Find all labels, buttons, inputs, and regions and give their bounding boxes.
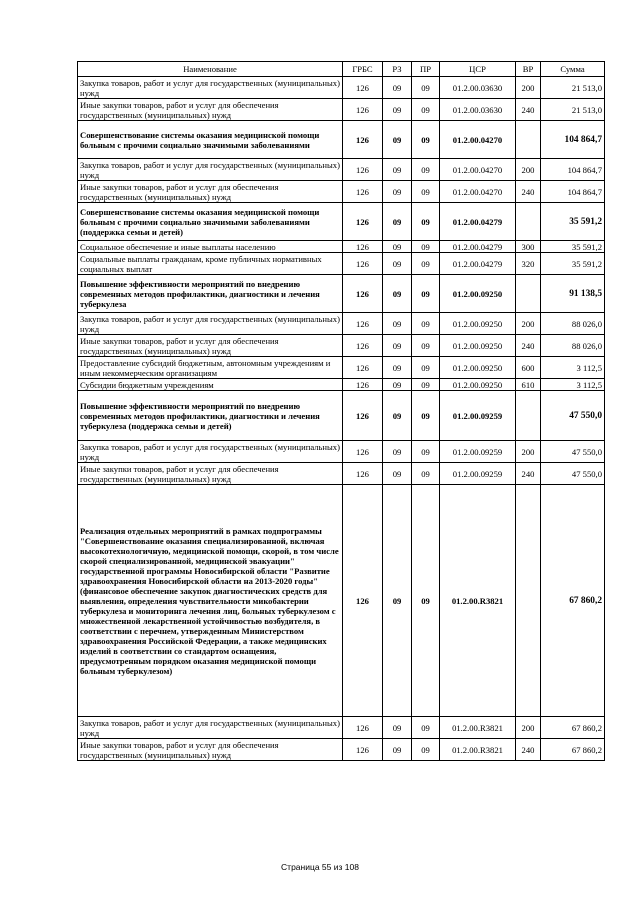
row-csr: 01.2.00.09250 <box>440 357 516 379</box>
row-grbs: 126 <box>343 253 383 275</box>
row-rz: 09 <box>383 121 412 159</box>
row-pr: 09 <box>412 485 440 717</box>
table-row <box>78 485 605 717</box>
row-vr: 600 <box>516 357 541 379</box>
row-pr: 09 <box>412 313 440 335</box>
row-pr: 09 <box>412 463 440 485</box>
row-sum: 67 860,2 <box>541 485 605 717</box>
budget-table <box>77 61 605 761</box>
row-pr: 09 <box>412 379 440 391</box>
row-grbs: 126 <box>343 391 383 441</box>
row-vr <box>516 391 541 441</box>
row-pr: 09 <box>412 739 440 761</box>
table-row <box>78 159 605 181</box>
row-csr: 01.2.00.R3821 <box>440 717 516 739</box>
row-rz: 09 <box>383 253 412 275</box>
row-rz: 09 <box>383 391 412 441</box>
row-rz: 09 <box>383 485 412 717</box>
row-name: Закупка товаров, работ и услуг для государственных (муниципальных) нужд <box>78 159 343 181</box>
row-vr: 320 <box>516 253 541 275</box>
row-csr: 01.2.00.04279 <box>440 253 516 275</box>
row-rz: 09 <box>383 717 412 739</box>
col-header-vr: ВР <box>516 62 541 77</box>
row-grbs: 126 <box>343 313 383 335</box>
row-csr: 01.2.00.09250 <box>440 335 516 357</box>
row-rz: 09 <box>383 357 412 379</box>
row-vr: 240 <box>516 181 541 203</box>
row-name: Реализация отдельных мероприятий в рамках подпрограммы "Совершенствование оказания специализированной, включая высокотехнологичную, медицинской помощи, скорой, в том числе скорой специализированной, медицинской эвакуации" государственной программы Новосибирской области "Развитие здравоохранения Новосибирской области на 2013-2020 годы" (финансовое обеспечение закупок диагностических средств для выявления, определения чувствительности микобактерии туберкулеза и мониторинга лечения лиц, больных туберкулезом с множественной лекарственной устойчивостью возбудителя, в соответствии с перечнем, утвержденным Министерством здравоохранения Российской Федерации, а также медицинских изделий в соответствии со стандартом оснащения, предусмотренным порядком оказания медицинской помощи больным туберкулезом) <box>78 485 343 717</box>
row-pr: 09 <box>412 99 440 121</box>
row-vr: 240 <box>516 463 541 485</box>
row-sum: 47 550,0 <box>541 391 605 441</box>
row-rz: 09 <box>383 313 412 335</box>
table-row <box>78 441 605 463</box>
table-row <box>78 739 605 761</box>
row-grbs: 126 <box>343 463 383 485</box>
row-sum: 104 864,7 <box>541 181 605 203</box>
row-grbs: 126 <box>343 485 383 717</box>
row-csr: 01.2.00.09259 <box>440 463 516 485</box>
row-name: Иные закупки товаров, работ и услуг для обеспечения государственных (муниципальных) нужд <box>78 739 343 761</box>
row-csr: 01.2.00.R3821 <box>440 485 516 717</box>
table-row <box>78 391 605 441</box>
row-csr: 01.2.00.09259 <box>440 441 516 463</box>
row-rz: 09 <box>383 241 412 253</box>
row-grbs: 126 <box>343 203 383 241</box>
row-grbs: 126 <box>343 77 383 99</box>
row-vr: 200 <box>516 441 541 463</box>
row-vr <box>516 485 541 717</box>
table-row <box>78 335 605 357</box>
row-sum: 88 026,0 <box>541 335 605 357</box>
row-vr: 240 <box>516 99 541 121</box>
row-rz: 09 <box>383 739 412 761</box>
row-vr: 240 <box>516 739 541 761</box>
row-name: Закупка товаров, работ и услуг для государственных (муниципальных) нужд <box>78 717 343 739</box>
row-pr: 09 <box>412 391 440 441</box>
row-sum: 67 860,2 <box>541 717 605 739</box>
row-vr: 200 <box>516 159 541 181</box>
row-pr: 09 <box>412 717 440 739</box>
row-grbs: 126 <box>343 275 383 313</box>
row-csr: 01.2.00.09250 <box>440 313 516 335</box>
row-pr: 09 <box>412 335 440 357</box>
row-rz: 09 <box>383 379 412 391</box>
row-sum: 3 112,5 <box>541 379 605 391</box>
col-header-sum: Сумма <box>541 62 605 77</box>
col-header-pr: ПР <box>412 62 440 77</box>
table-row <box>78 241 605 253</box>
row-grbs: 126 <box>343 159 383 181</box>
row-sum: 3 112,5 <box>541 357 605 379</box>
row-rz: 09 <box>383 203 412 241</box>
row-name: Повышение эффективности мероприятий по внедрению современных методов профилактики, диагностики и лечения туберкулеза <box>78 275 343 313</box>
row-name: Социальные выплаты гражданам, кроме публичных нормативных социальных выплат <box>78 253 343 275</box>
row-rz: 09 <box>383 181 412 203</box>
col-header-csr: ЦСР <box>440 62 516 77</box>
row-csr: 01.2.00.04279 <box>440 241 516 253</box>
row-rz: 09 <box>383 275 412 313</box>
table-row <box>78 121 605 159</box>
row-sum: 91 138,5 <box>541 275 605 313</box>
table-row <box>78 99 605 121</box>
row-name: Повышение эффективности мероприятий по внедрению современных методов профилактики, диагностики и лечения туберкулеза (поддержка семьи и детей) <box>78 391 343 441</box>
row-sum: 35 591,2 <box>541 253 605 275</box>
table-row <box>78 181 605 203</box>
table-row <box>78 203 605 241</box>
row-grbs: 126 <box>343 379 383 391</box>
col-header-rz: РЗ <box>383 62 412 77</box>
row-pr: 09 <box>412 181 440 203</box>
row-rz: 09 <box>383 77 412 99</box>
row-vr: 240 <box>516 335 541 357</box>
row-sum: 47 550,0 <box>541 441 605 463</box>
row-name: Иные закупки товаров, работ и услуг для обеспечения государственных (муниципальных) нужд <box>78 181 343 203</box>
row-sum: 21 513,0 <box>541 77 605 99</box>
row-vr: 200 <box>516 717 541 739</box>
row-vr <box>516 203 541 241</box>
row-vr <box>516 275 541 313</box>
table-row <box>78 357 605 379</box>
row-name: Иные закупки товаров, работ и услуг для обеспечения государственных (муниципальных) нужд <box>78 463 343 485</box>
row-name: Закупка товаров, работ и услуг для государственных (муниципальных) нужд <box>78 313 343 335</box>
table-row <box>78 253 605 275</box>
row-rz: 09 <box>383 463 412 485</box>
row-csr: 01.2.00.04279 <box>440 203 516 241</box>
row-vr: 300 <box>516 241 541 253</box>
row-csr: 01.2.00.09250 <box>440 275 516 313</box>
row-name: Совершенствование системы оказания медицинской помощи больным с прочими социально значимыми заболеваниями (поддержка семьи и детей) <box>78 203 343 241</box>
row-grbs: 126 <box>343 241 383 253</box>
row-rz: 09 <box>383 335 412 357</box>
row-name: Закупка товаров, работ и услуг для государственных (муниципальных) нужд <box>78 441 343 463</box>
row-csr: 01.2.00.04270 <box>440 181 516 203</box>
row-pr: 09 <box>412 159 440 181</box>
row-rz: 09 <box>383 441 412 463</box>
row-grbs: 126 <box>343 441 383 463</box>
row-csr: 01.2.00.04270 <box>440 159 516 181</box>
row-pr: 09 <box>412 203 440 241</box>
row-pr: 09 <box>412 121 440 159</box>
row-name: Иные закупки товаров, работ и услуг для обеспечения государственных (муниципальных) нужд <box>78 99 343 121</box>
row-grbs: 126 <box>343 357 383 379</box>
row-csr: 01.2.00.04270 <box>440 121 516 159</box>
row-sum: 35 591,2 <box>541 241 605 253</box>
row-grbs: 126 <box>343 739 383 761</box>
page-number: Страница 55 из 108 <box>281 862 359 872</box>
row-sum: 88 026,0 <box>541 313 605 335</box>
table-row <box>78 313 605 335</box>
table-row <box>78 77 605 99</box>
row-csr: 01.2.00.03630 <box>440 99 516 121</box>
col-header-grbs: ГРБС <box>343 62 383 77</box>
row-grbs: 126 <box>343 335 383 357</box>
row-pr: 09 <box>412 441 440 463</box>
header-row <box>78 62 605 77</box>
row-vr <box>516 121 541 159</box>
row-rz: 09 <box>383 159 412 181</box>
table-row <box>78 275 605 313</box>
row-csr: 01.2.00.09259 <box>440 391 516 441</box>
row-csr: 01.2.00.09250 <box>440 379 516 391</box>
row-sum: 35 591,2 <box>541 203 605 241</box>
row-grbs: 126 <box>343 181 383 203</box>
row-name: Социальное обеспечение и иные выплаты населению <box>78 241 343 253</box>
col-header-name: Наименование <box>78 62 343 77</box>
table-row <box>78 717 605 739</box>
row-name: Совершенствование системы оказания медицинской помощи больным с прочими социально значимыми заболеваниями <box>78 121 343 159</box>
row-vr: 200 <box>516 77 541 99</box>
row-vr: 610 <box>516 379 541 391</box>
row-vr: 200 <box>516 313 541 335</box>
row-rz: 09 <box>383 99 412 121</box>
row-sum: 47 550,0 <box>541 463 605 485</box>
row-grbs: 126 <box>343 717 383 739</box>
row-csr: 01.2.00.03630 <box>440 77 516 99</box>
row-sum: 104 864,7 <box>541 121 605 159</box>
row-sum: 21 513,0 <box>541 99 605 121</box>
row-name: Субсидии бюджетным учреждениям <box>78 379 343 391</box>
row-pr: 09 <box>412 77 440 99</box>
row-grbs: 126 <box>343 99 383 121</box>
row-pr: 09 <box>412 357 440 379</box>
row-sum: 104 864,7 <box>541 159 605 181</box>
row-name: Предоставление субсидий бюджетным, автономным учреждениям и иным некоммерческим организациям <box>78 357 343 379</box>
table-row <box>78 379 605 391</box>
row-sum: 67 860,2 <box>541 739 605 761</box>
row-pr: 09 <box>412 253 440 275</box>
table-row <box>78 463 605 485</box>
row-name: Иные закупки товаров, работ и услуг для обеспечения государственных (муниципальных) нужд <box>78 335 343 357</box>
row-name: Закупка товаров, работ и услуг для государственных (муниципальных) нужд <box>78 77 343 99</box>
row-pr: 09 <box>412 275 440 313</box>
row-grbs: 126 <box>343 121 383 159</box>
table-body <box>78 77 605 761</box>
row-csr: 01.2.00.R3821 <box>440 739 516 761</box>
row-pr: 09 <box>412 241 440 253</box>
